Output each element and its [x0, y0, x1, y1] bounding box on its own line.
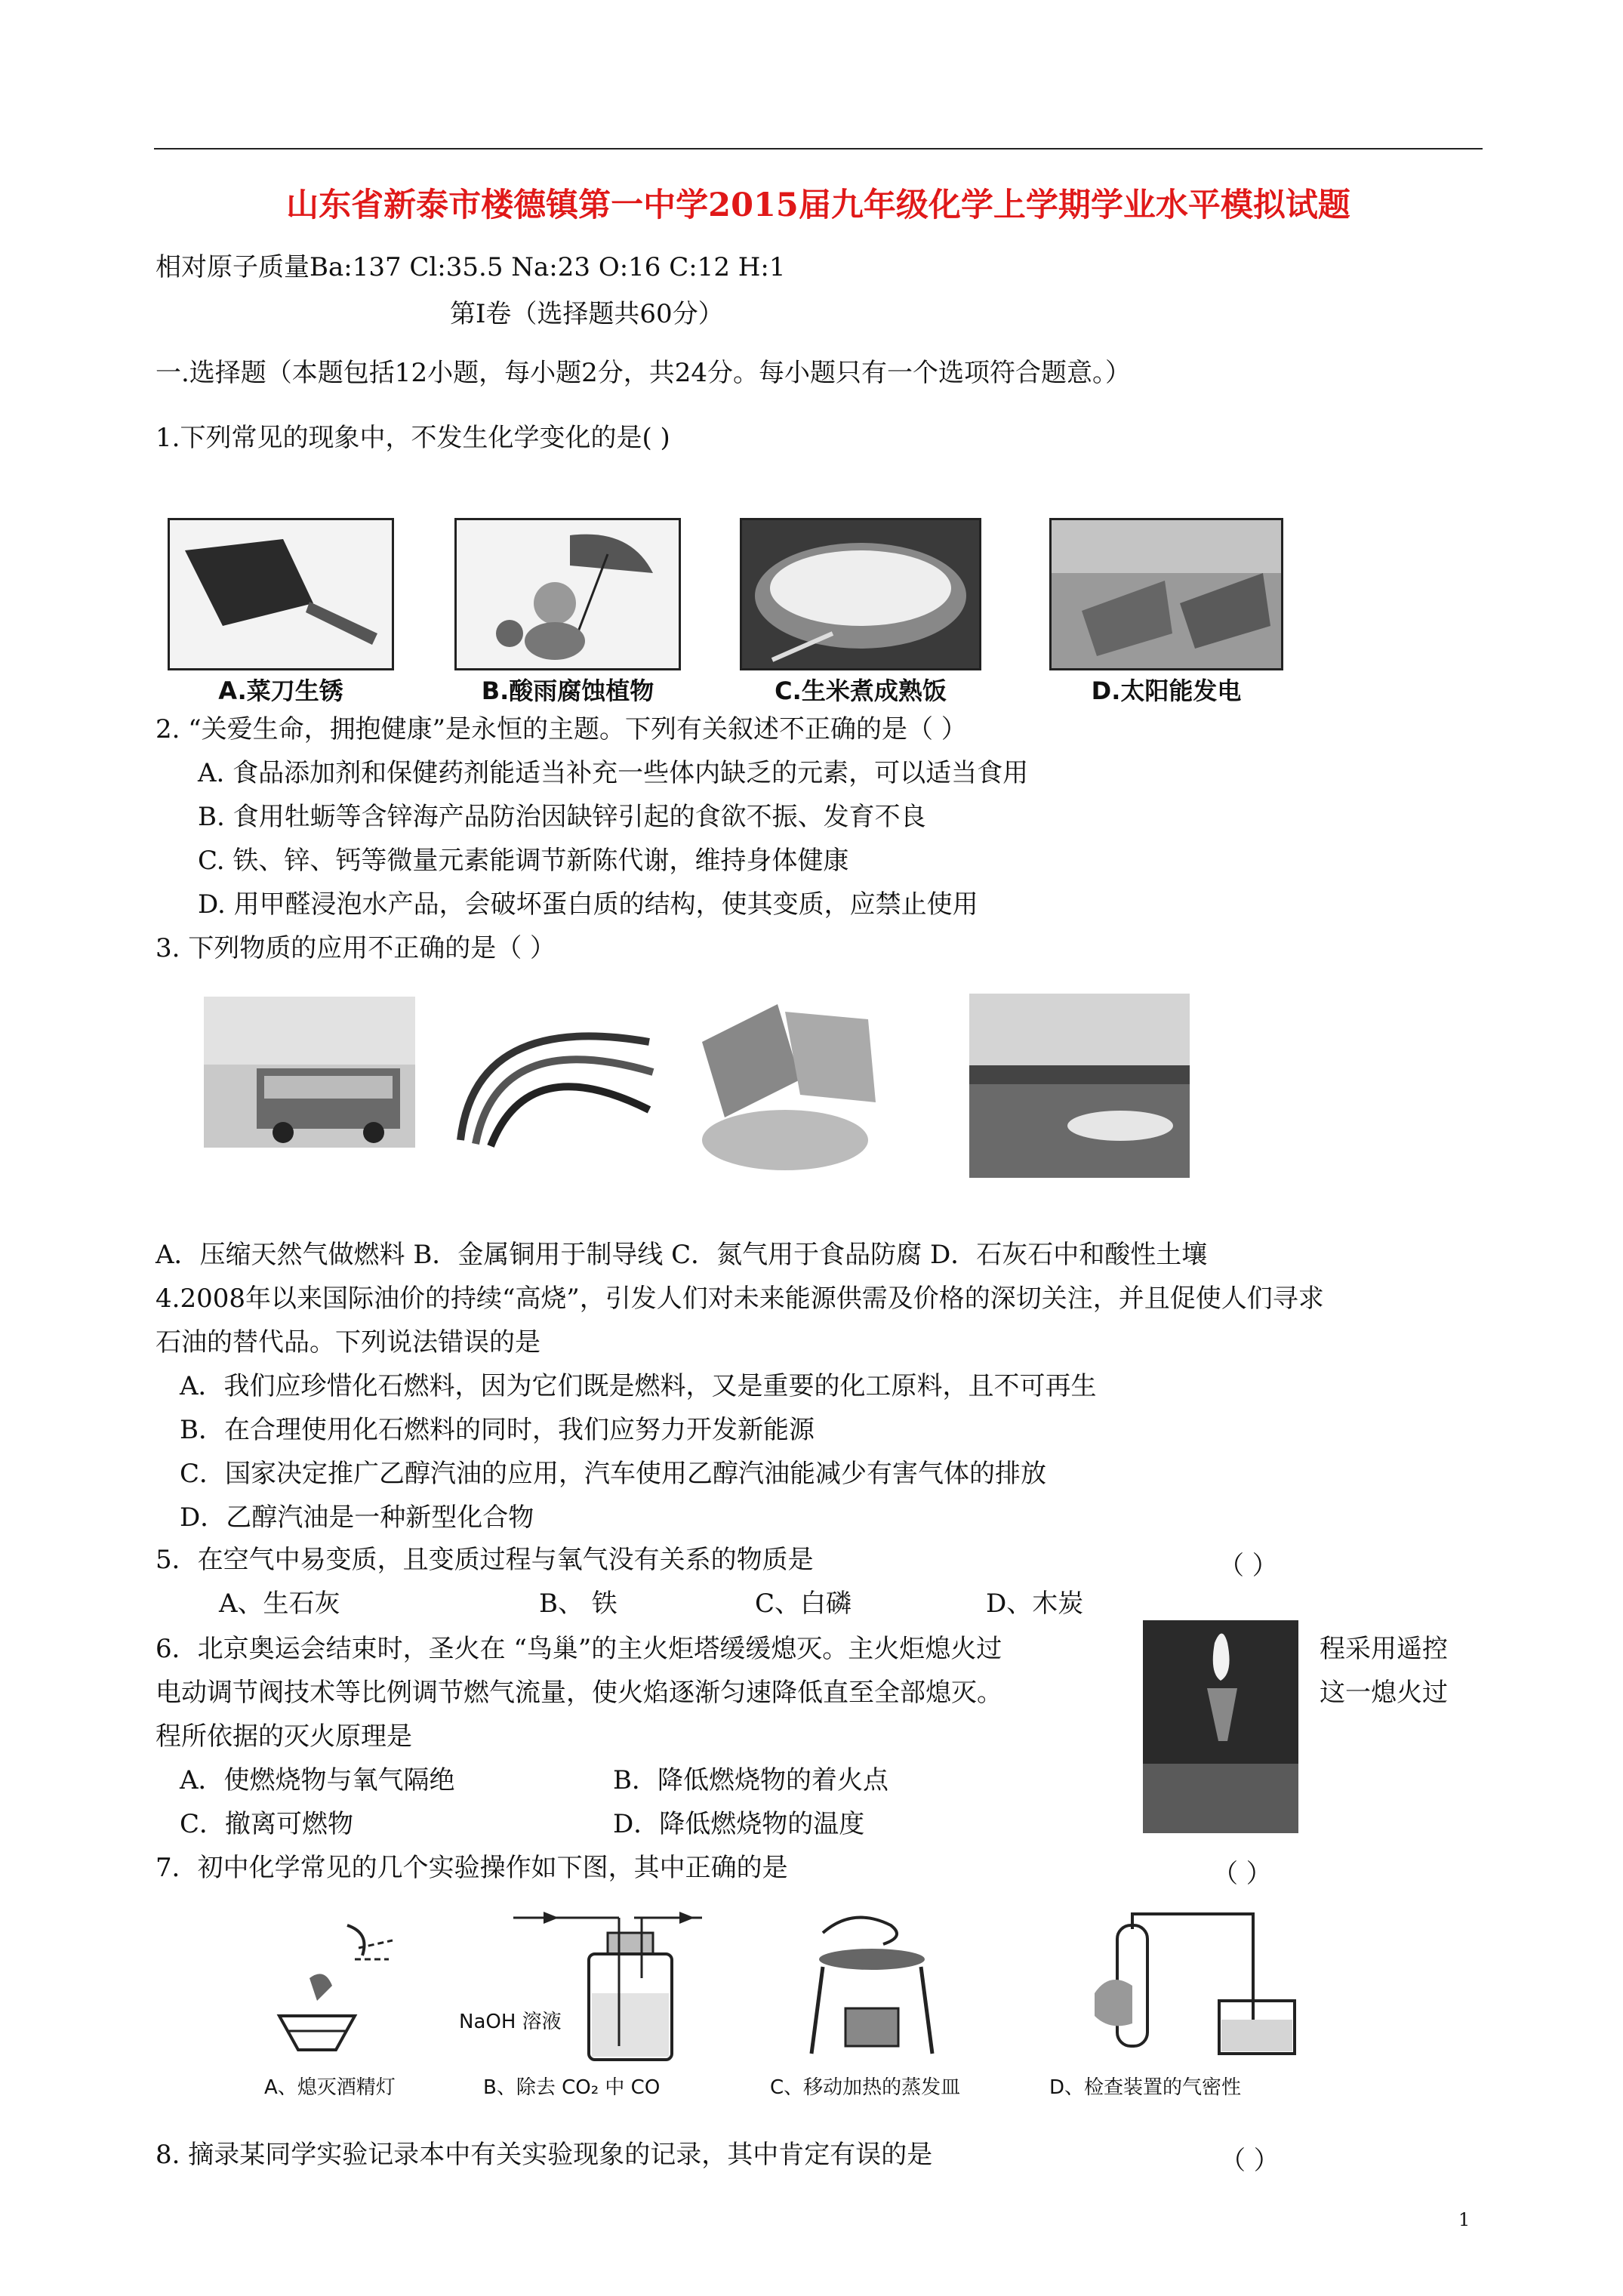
page-number: 1 [1458, 2209, 1471, 2230]
solar-power-picture [1052, 520, 1281, 668]
q3-stem: 3. 下列物质的应用不正确的是（ ） [156, 933, 556, 963]
q1-image-c [740, 518, 981, 670]
q8-stem: 8. 摘录某同学实验记录本中有关实验现象的记录，其中肯定有误的是 [156, 2140, 933, 2170]
q6-line2: 电动调节阀技术等比例调节燃气流量，使火焰逐渐匀速降低直至全部熄灭。 [156, 1678, 1002, 1708]
q3-options: A．压缩天然气做燃料 B．金属铜用于制导线 C．氮气用于食品防腐 D．石灰石中和酸性土壤 [156, 1240, 1208, 1270]
q6-option-d: D．降低燃烧物的温度 [613, 1809, 865, 1839]
q7-caption-d: D、检查装置的气密性 [1049, 2076, 1242, 2099]
header-rule [154, 148, 1483, 149]
q6-line1-end: 程采用遥控 [1320, 1634, 1448, 1664]
q1-caption-d: D.太阳能发电 [1091, 676, 1242, 705]
q1-stem: 1.下列常见的现象中，不发生化学变化的是( ) [156, 423, 670, 453]
wires-picture [445, 997, 657, 1148]
q5-answer-paren: （ ） [1218, 1551, 1278, 1581]
q7-figure-d [1079, 1910, 1321, 2061]
q6-option-b: B．降低燃烧物的着火点 [613, 1765, 888, 1795]
q4-stem-line1: 4.2008年以来国际油价的持续“高烧”，引发人们对未来能源供需及价格的深切关注，并且促使人们寻求 [156, 1284, 1324, 1314]
snacks-picture [672, 989, 898, 1178]
q2-stem: 2. “关爱生命，拥抱健康”是永恒的主题。下列有关叙述不正确的是（ ） [156, 714, 967, 744]
q4-option-c: C．国家决定推广乙醇汽油的应用，汽车使用乙醇汽油能减少有害气体的排放 [180, 1459, 1047, 1489]
q7-answer-paren: （ ） [1212, 1859, 1272, 1889]
q4-stem-line2: 石油的替代品。下列说法错误的是 [156, 1327, 540, 1358]
q1-image-d [1049, 518, 1283, 670]
q7-caption-c: C、移动加热的蒸发皿 [770, 2076, 961, 2099]
field-picture [969, 994, 1190, 1178]
q6-line3: 程所依据的灭火原理是 [156, 1721, 412, 1752]
q7-figure-a [264, 1918, 415, 2061]
q7-figure-b [476, 1903, 717, 2061]
acid-rain-picture [457, 520, 679, 668]
q5-option-d: D、木炭 [986, 1589, 1084, 1619]
q7-caption-a: A、熄灭酒精灯 [264, 2076, 396, 2099]
q3-image-wires [445, 997, 657, 1148]
q1-caption-a: A.菜刀生锈 [218, 676, 343, 705]
q7-stem: 7．初中化学常见的几个实验操作如下图，其中正确的是 [156, 1853, 788, 1883]
q7-naoh-label: NaOH 溶液 [459, 2011, 562, 2033]
q4-option-b: B．在合理使用化石燃料的同时，我们应努力开发新能源 [180, 1415, 815, 1445]
torch-picture [1143, 1620, 1298, 1833]
q6-option-c: C．撤离可燃物 [180, 1809, 354, 1839]
cleaver-picture [170, 520, 392, 668]
q7-figure-c [785, 1903, 959, 2061]
q6-line1: 6．北京奥运会结束时，圣火在 “鸟巢”的主火炬塔缓缓熄灭。主火炬熄火过 [156, 1634, 1002, 1664]
q2-option-c: C. 铁、锌、钙等微量元素能调节新陈代谢，维持身体健康 [198, 846, 849, 876]
q1-caption-c: C.生米煮成熟饭 [775, 676, 947, 705]
q4-option-d: D．乙醇汽油是一种新型化合物 [180, 1502, 534, 1533]
q6-image-torch [1143, 1620, 1298, 1833]
q4-option-a: A．我们应珍惜化石燃料，因为它们既是燃料，又是重要的化工原料，且不可再生 [180, 1371, 1097, 1401]
q2-option-d: D. 用甲醛浸泡水产品，会破坏蛋白质的结构，使其变质，应禁止使用 [198, 889, 978, 920]
bus-picture [204, 997, 415, 1148]
q1-image-a [168, 518, 394, 670]
q1-image-b [454, 518, 681, 670]
rice-bowl-picture [742, 520, 979, 668]
q3-image-bus [204, 997, 415, 1148]
q2-option-a: A. 食品添加剂和保健药剂能适当补充一些体内缺乏的元素，可以适当食用 [198, 758, 1029, 788]
section-heading: 一.选择题（本题包括12小题，每小题2分，共24分。每小题只有一个选项符合题意。） [156, 358, 1131, 388]
q5-option-a: A、生石灰 [219, 1589, 340, 1619]
q6-option-a: A．使燃烧物与氧气隔绝 [180, 1765, 455, 1795]
atomic-masses: 相对原子质量Ba:137 Cl:35.5 Na:23 O:16 C:12 H:1 [156, 252, 786, 282]
q2-option-b: B. 食用牡蛎等含锌海产品防治因缺锌引起的食欲不振、发育不良 [198, 802, 926, 832]
q3-image-snacks [672, 989, 898, 1178]
q5-option-b: B、 铁 [539, 1589, 617, 1619]
q5-stem: 5．在空气中易变质，且变质过程与氧气没有关系的物质是 [156, 1545, 814, 1575]
q8-answer-paren: （ ） [1220, 2146, 1280, 2176]
q1-caption-b: B.酸雨腐蚀植物 [481, 676, 654, 705]
q5-option-c: C、白磷 [755, 1589, 852, 1619]
volume-title: 第Ⅰ卷（选择题共60分） [450, 299, 724, 329]
q3-image-field [969, 994, 1190, 1178]
q6-line2-end: 这一熄火过 [1320, 1678, 1448, 1708]
exam-title: 山东省新泰市楼德镇第一中学2015届九年级化学上学期学业水平模拟试题 [286, 186, 1350, 224]
q7-caption-b: B、除去 CO₂ 中 CO [483, 2076, 661, 2099]
